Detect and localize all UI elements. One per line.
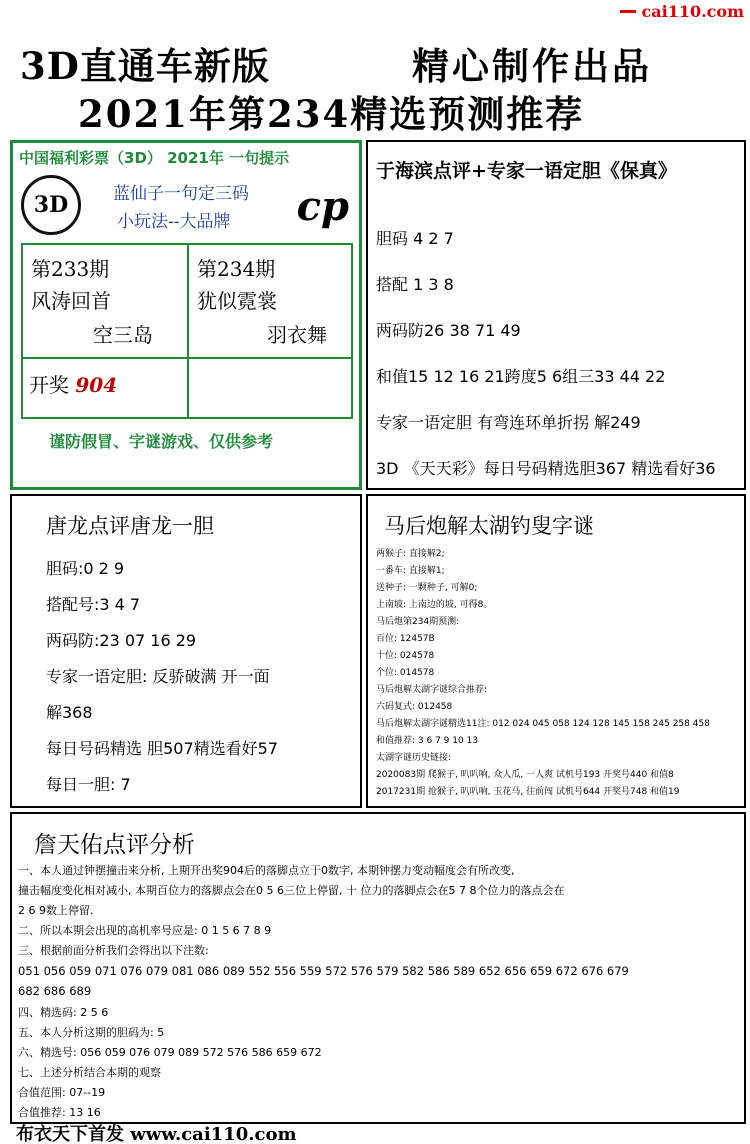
tang-row: 解368 <box>46 703 93 722</box>
lottery-slogan-2: 小玩法--大品牌 <box>117 212 231 232</box>
yu-box-title: 于海滨点评+专家一语定胆《保真》 <box>376 160 677 182</box>
ma-box-title: 马后炮解太湖钓叟字谜 <box>384 514 594 538</box>
zhan-row: 四、精选码: 2 5 6 <box>18 1006 109 1019</box>
prev-issue-label: 第233期 <box>31 257 110 281</box>
draw-label: 开奖 <box>29 373 69 397</box>
top-watermark <box>620 2 745 21</box>
draw-result <box>29 369 117 398</box>
yu-expert-box <box>366 140 746 490</box>
tang-row: 胆码:0 2 9 <box>46 559 125 578</box>
watermark-site: cai110.com <box>641 2 744 21</box>
prev-hint-line1: 风涛回首 <box>31 289 111 313</box>
ma-row: 太湖字谜历史链接: <box>376 753 452 763</box>
lottery-box-title: 中国福利彩票（3D） 2021年 一句提示 <box>19 149 290 167</box>
zhan-row: 六、精选号: 056 059 076 079 089 572 576 586 659 672 <box>18 1046 322 1059</box>
tang-row: 每日一胆: 7 <box>46 775 131 794</box>
tang-expert-box <box>10 494 362 808</box>
ma-row: 2017231期 抢猴子, 叭叭响, 玉花马, 往前闯 试机号644 开奖号748 和值19 <box>376 787 680 797</box>
tang-box-title: 唐龙点评唐龙一胆 <box>46 514 214 538</box>
ma-row: 马后炮解太湖字谜精选11注: 012 024 045 058 124 128 145 158 245 258 458 <box>376 719 710 729</box>
zhan-row: 2 6 9数上停留. <box>18 904 94 917</box>
zhan-box-title: 詹天佑点评分析 <box>34 832 195 858</box>
tang-row: 专家一语定胆: 反骄破满 开一面 <box>46 667 270 686</box>
ma-riddle-box <box>366 494 746 808</box>
yu-row: 3D 《天天彩》每日号码精选胆367 精选看好36 <box>376 459 716 478</box>
zhan-row: 二、所以本期会出现的高机率号应是: 0 1 5 6 7 8 9 <box>18 924 272 937</box>
grid-divider-vertical <box>187 245 189 417</box>
zhan-row: 合值范围: 07--19 <box>18 1086 106 1099</box>
zhan-row: 三、根据前面分析我们会得出以下注数: <box>18 944 209 957</box>
yu-row: 两码防26 38 71 49 <box>376 321 521 340</box>
zhan-row: 051 056 059 071 076 079 081 086 089 552 556 559 572 576 579 582 586 589 652 656 659 672 676 679 <box>18 964 629 978</box>
zhan-row: 五、本人分析这期的胆码为: 5 <box>18 1026 165 1039</box>
cur-hint-line2: 羽衣舞 <box>267 323 327 347</box>
lottery-warning: 谨防假冒、字谜游戏、仅供参考 <box>49 432 274 451</box>
ma-row: 一番车: 直接解1; <box>376 566 445 576</box>
ma-row: 六码复式: 012458 <box>376 702 453 712</box>
zhan-analysis-box <box>10 812 746 1124</box>
header-title-right: 精心制作出品 <box>412 44 652 88</box>
ma-row: 马后炮解太湖字谜综合推荐: <box>376 685 488 695</box>
3d-logo-icon: 3D <box>21 175 81 235</box>
yu-row: 搭配 1 3 8 <box>376 275 454 294</box>
ma-row: 个位: 014578 <box>376 668 435 678</box>
ma-row: 和值推荐: 3 6 7 9 10 13 <box>376 736 479 746</box>
lottery-hint-box <box>10 140 362 490</box>
ma-row: 百位: 12457B <box>376 634 435 644</box>
tang-row: 每日号码精选 胆507精选看好57 <box>46 739 278 758</box>
draw-number: 904 <box>75 373 118 397</box>
lottery-hint-grid <box>21 243 353 419</box>
prev-hint-line2: 空三岛 <box>93 323 153 347</box>
ma-row: 两猴子: 直接解2; <box>376 549 445 559</box>
ma-row: 上南坡: 上南边的坡, 可得8。 <box>376 600 493 610</box>
lottery-slogan-1: 蓝仙子一句定三码 <box>113 184 249 204</box>
header-subtitle: 2021年第234精选预测推荐 <box>78 92 585 136</box>
yu-row: 和值15 12 16 21跨度5 6组三33 44 22 <box>376 367 666 386</box>
ma-row: 2020083期 爬猴子, 叭叭响, 众人瓜, 一人爽 试机号193 开奖号440 和值8 <box>376 770 674 780</box>
ma-row: 送种子: 一颗种子, 可解0; <box>376 583 478 593</box>
ma-row: 马后炮第234期预测: <box>376 617 460 627</box>
cur-issue-label: 第234期 <box>197 257 276 281</box>
footer-text: 布衣天下首发 www.cai110.com <box>16 1124 297 1144</box>
zhan-row: 合值推荐: 13 16 <box>18 1106 101 1119</box>
zhan-row: 撞击幅度变化相对减小, 本期百位力的落脚点会在0 5 6三位上停留, 十 位力的落脚点会在5 7 8个位力的落点会在 <box>18 884 565 897</box>
grid-divider-horizontal <box>23 357 351 359</box>
cur-hint-line1: 犹似霓裳 <box>197 289 277 313</box>
tang-row: 两码防:23 07 16 29 <box>46 631 197 650</box>
zhan-row: 682 686 689 <box>18 984 92 998</box>
zhan-row: 一、本人通过钟摆撞击来分析, 上期开出奖904后的落脚点立于0数字, 本期钟摆力变动幅度会有所改变, <box>18 864 515 877</box>
ma-row: 十位: 024578 <box>376 651 435 661</box>
yu-row: 专家一语定胆 有弯连环单折拐 解249 <box>376 413 641 432</box>
cp-logo-icon: cp <box>296 183 349 230</box>
tang-row: 搭配号:3 4 7 <box>46 595 141 614</box>
watermark-bar <box>620 10 636 13</box>
zhan-row: 七、上述分析结合本期的观察 <box>18 1066 161 1079</box>
yu-row: 胆码 4 2 7 <box>376 229 454 248</box>
header-title-left: 3D直通车新版 <box>20 44 270 88</box>
